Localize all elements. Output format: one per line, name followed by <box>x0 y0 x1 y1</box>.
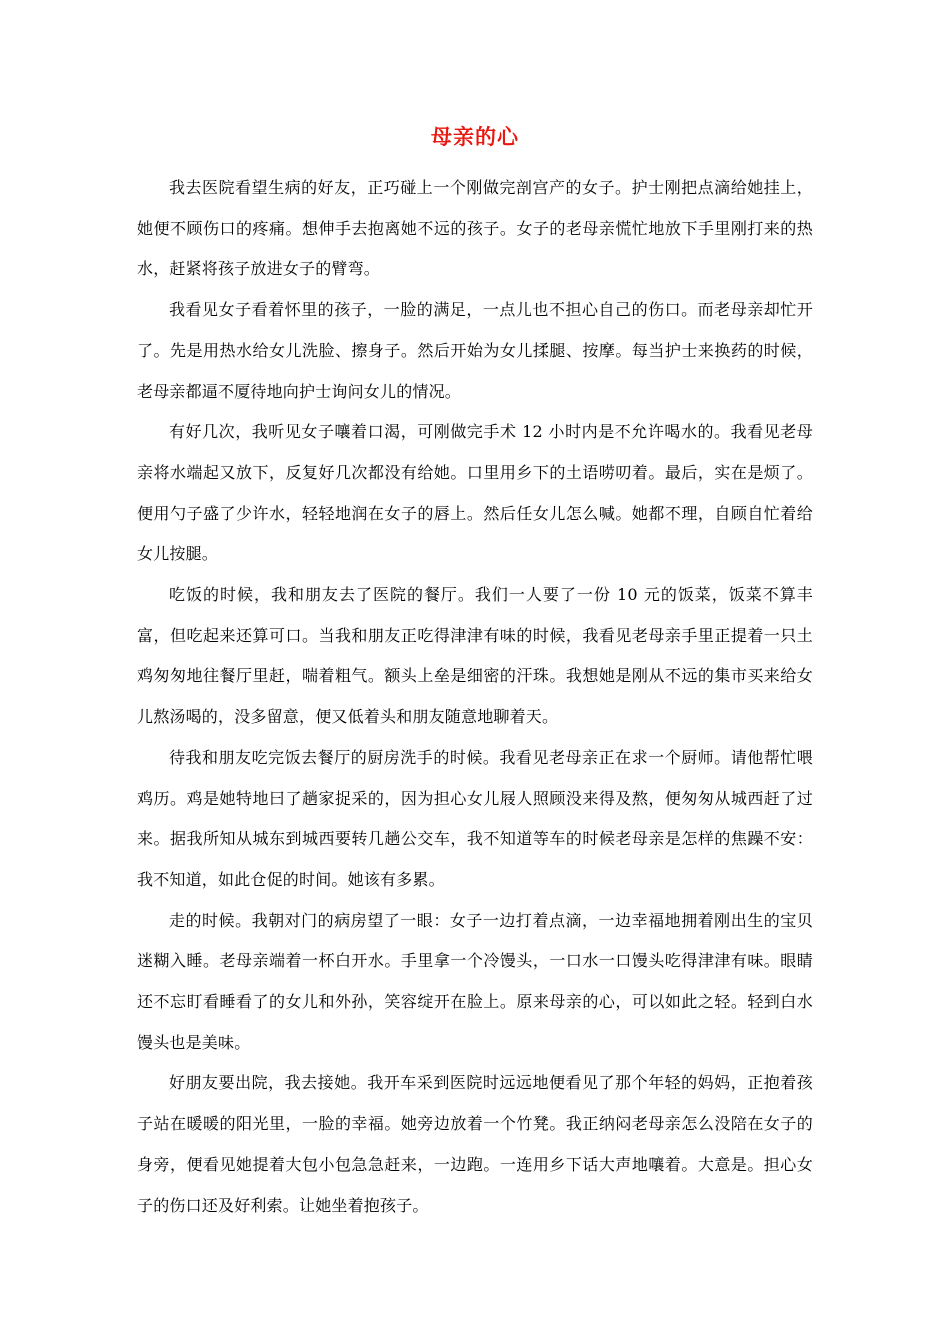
paragraph-6: 走的时候。我朝对门的病房望了一眼：女子一边打着点滴，一边幸福地拥着刚出生的宝贝迷糊入睡。老母亲端着一杯白开水。手里拿一个冷馒头，一口水一口馒头吃得津津有味。眼睛还不忘盯看睡看了的女儿和外孙，笑容绽开在脸上。原来母亲的心，可以如此之轻。轻到白水馒头也是美味。 <box>137 910 813 1052</box>
paragraph-2: 我看见女子看着怀里的孩子，一脸的满足，一点儿也不担心自己的伤口。而老母亲却忙开了。先是用热水给女儿洗脸、擦身子。然后开始为女儿揉腿、按摩。每当护士来换药的时候，老母亲都逼不厦待地向护士询问女儿的情况。 <box>137 300 813 401</box>
paragraph-7: 好朋友要出院，我去接她。我开车采到医院时远远地便看见了那个年轻的妈妈，正抱着孩子站在暖暖的阳光里，一脸的幸福。她旁边放着一个竹凳。我正纳闷老母亲怎么没陪在女子的身旁，便看见她提着大包小包急急赶来，一边跑。一连用乡下话大声地嚷着。大意是。担心女子的伤口还及好利索。让她坐着抱孩子。 <box>137 1073 813 1215</box>
document-page <box>137 118 813 1226</box>
paragraph-5: 待我和朋友吃完饭去餐厅的厨房洗手的时候。我看见老母亲正在求一个厨师。请他帮忙喂鸡历。鸡是她特地曰了趟家捉采的，因为担心女儿屐人照顾没来得及熬，便匆匆从城西赶了过来。据我所知从城东到城西要转几趟公交车，我不知道等车的时候老母亲是怎样的焦躁不安：我不知道，如此仓促的时间。她该有多累。 <box>137 747 813 889</box>
paragraph-1: 我去医院看望生病的好友，正巧碰上一个刚做完剖宫产的女子。护士刚把点滴给她挂上，她便不顾伤口的疼痛。想伸手去抱离她不远的孩子。女子的老母亲慌忙地放下手里刚打来的热水，赶紧将孩子放进女子的臂弯。 <box>137 178 813 279</box>
paragraph-4: 吃饭的时候，我和朋友去了医院的餐厅。我们一人要了一份 10 元的饭菜，饭菜不算丰富，但吃起来还算可口。当我和朋友正吃得津津有味的时候，我看见老母亲手里正提着一只土鸡匆匆地往餐厅里赶，喘着粗气。额头上垒是细密的汗珠。我想她是刚从不远的集市买来给女儿熬汤喝的，没多留意，便又低着头和朋友随意地聊着天。 <box>137 585 813 727</box>
document-title: 母亲的心 <box>431 124 519 149</box>
paragraph-3: 有好几次，我听见女子嚷着口渴，可刚做完手术 12 小时内是不允许喝水的。我看见老母亲将水端起又放下，反复好几次都没有给她。口里用乡下的土语唠叨着。最后，实在是烦了。便用勺子盛了少许水，轻轻地润在女子的唇上。然后任女儿怎么喊。她都不理，自顾自忙着给女儿按腿。 <box>137 422 813 564</box>
